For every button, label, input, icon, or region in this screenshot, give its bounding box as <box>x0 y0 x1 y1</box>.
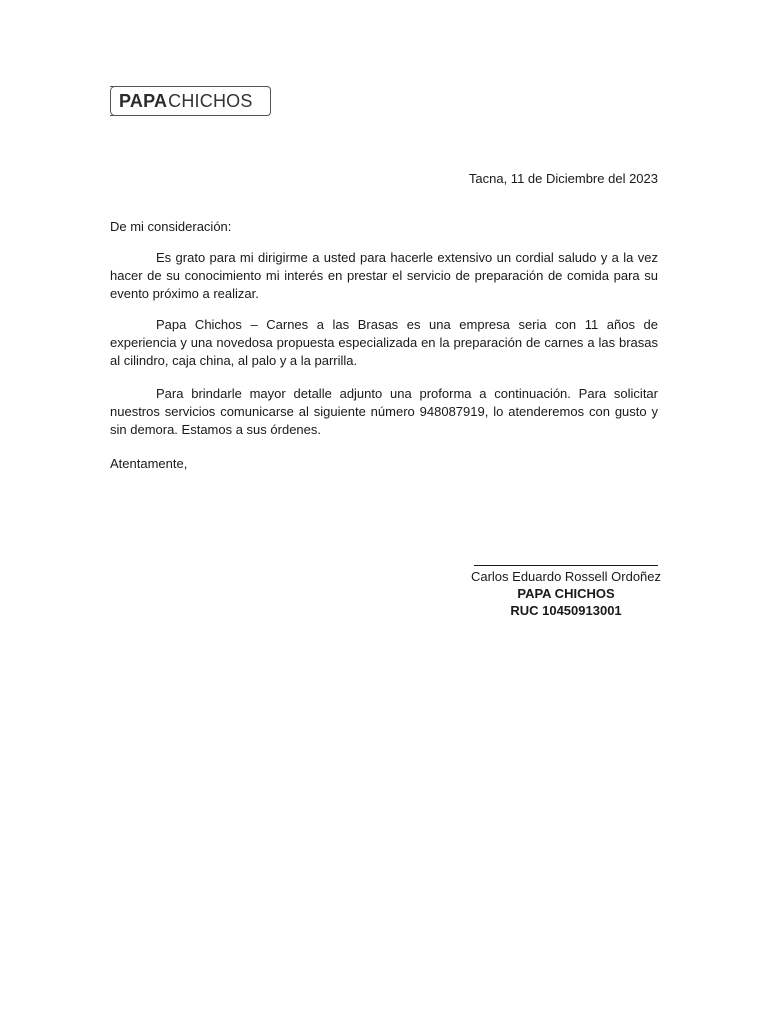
signature-block <box>470 551 662 619</box>
signature-line <box>474 565 658 566</box>
signer-ruc: RUC 10450913001 <box>510 603 622 618</box>
letter-closing: Atentamente, <box>110 456 188 471</box>
letter-date: Tacna, 11 de Diciembre del 2023 <box>468 171 658 186</box>
logo-text-chichos: CHICHOS <box>168 90 253 111</box>
letter-paragraph: Para brindarle mayor detalle adjunto una proforma a continuación. Para solicitar nuestros servicios comunicarse al siguiente número 948087919, lo atenderemos con gusto y sin demora. Estamos a sus órdenes. <box>110 386 658 437</box>
letter-salutation: De mi consideración: <box>110 219 232 234</box>
company-logo <box>110 86 271 116</box>
signer-company: PAPA CHICHOS <box>517 586 615 601</box>
letter-paragraph: Es grato para mi dirigirme a usted para hacerle extensivo un cordial saludo y a la vez hacer de su conocimiento mi interés en prestar el servicio de preparación de comida para su evento próximo a realizar. <box>110 250 658 301</box>
letter-paragraph: Papa Chichos – Carnes a las Brasas es una empresa seria con 11 años de experiencia y una novedosa propuesta especializada en la preparación de carnes a las brasas al cilindro, caja china, al palo y a la parrilla. <box>110 317 658 368</box>
logo-text-papa: PAPA <box>119 90 168 111</box>
signer-name: Carlos Eduardo Rossell Ordoñez <box>470 569 662 584</box>
